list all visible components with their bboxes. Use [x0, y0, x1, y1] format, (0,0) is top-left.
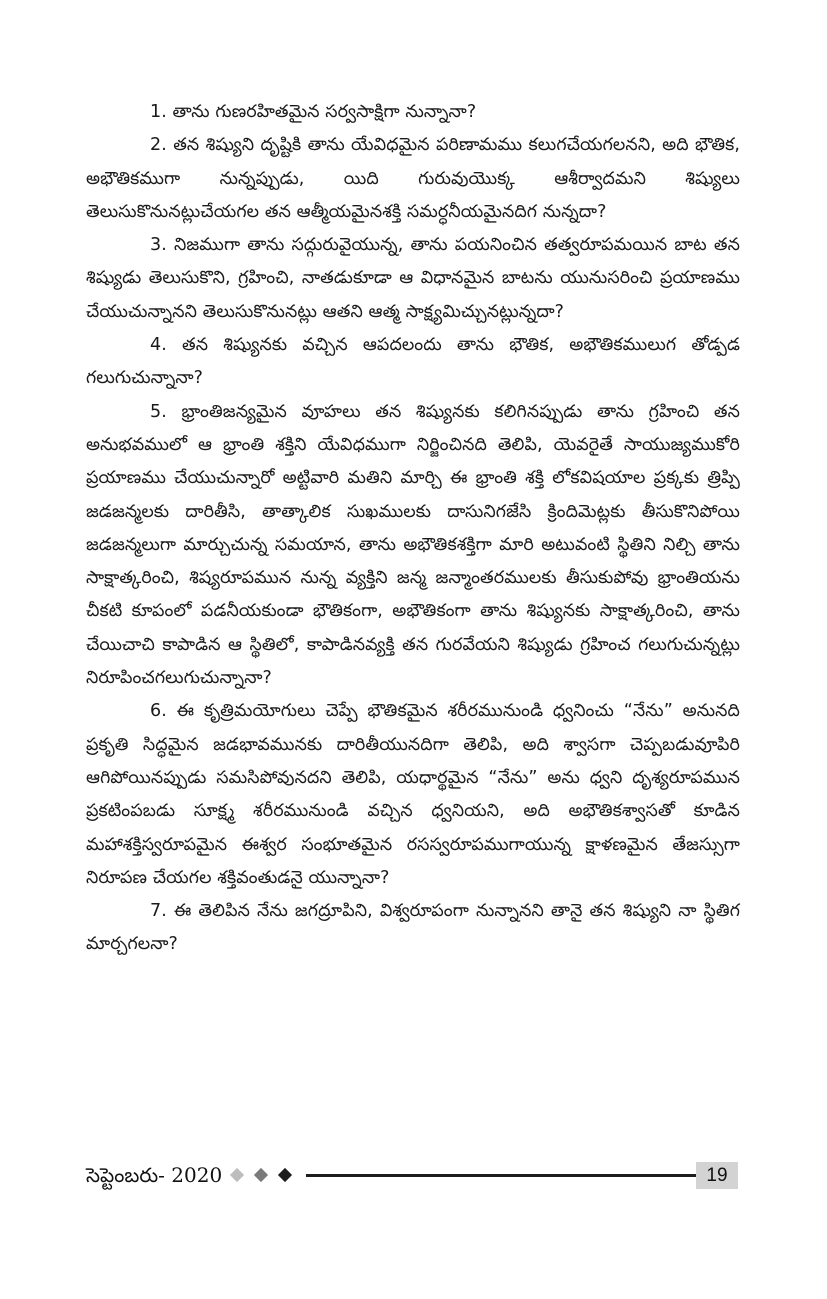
- paragraph-7: 7. ఈ తెలిపిన నేను జగద్రూపిని, విశ్వరూపంగా నున్నానని తానై తన శిష్యుని నా స్థితిగ మార్చగలనా?: [86, 901, 740, 955]
- paragraph-1: 1. తాను గుణరహితమైన సర్వసాక్షిగా నున్నానా?: [150, 102, 477, 122]
- paragraph-5: 5. భ్రాంతిజన్యమైన వూహలు తన శిష్యునకు కలిగినప్పుడు తాను గ్రహించి తన అనుభవములో ఆ భ్రాంతి శక్తిని యేవిధముగా నిర్జించినది తెలిపి, యెవరైతే సాయుజ్యముకోరి ప్రయాణము చేయుచున్నారో అట్టివారి మతిని మార్చి ఈ భ్రాంతి శక్తి లోకవిషయాల ప్రక్కకు త్రిప్పి జడజన్మలకు దారితీసి, తాత్కాలిక సుఖములకు దాసునిగజేసి క్రిందిమెట్లకు తీసుకొనిపోయి జడజన్మలుగా మార్చుచున్న సమయాన, తాను అభౌతికశక్తిగా మారి అటువంటి స్థితిని నిల్చి తాను సాక్షాత్కరించి, శిష్యరూపమున నున్న వ్యక్తిని జన్మ జన్మాంతరములకు తీసుకుపోవు భ్రాంతియను చీకటి కూపంలో పడనీయకుండా భౌతికంగా, అభౌతికంగా తాను శిష్యునకు సాక్షాత్కరించి, తాను చేయిచాచి కాపాడిన ఆ స్థితిలో, కాపాడినవ్యక్తి తన గురవేయని శిష్యుడు గ్రహించ గలుగుచున్నట్లు నిరూపించగలుగుచున్నానా?: [86, 401, 740, 689]
- footer-month-year: సెప్టెంబరు- 2020: [86, 1163, 223, 1187]
- paragraph-6: 6. ఈ కృత్రిమయోగులు చెప్పే భౌతికమైన శరీరమునుండి ధ్వనించు “నేను” అనునది ప్రకృతి సిద్ధమైన జడభావమునకు దారితీయునదిగా తెలిపి, అది శ్వాసగా చెప్పబడువూపిరి ఆగిపోయినప్పుడు సమసిపోవునదని తెలిపి, యధార్థమైన “నేను” అను ధ్వని దృశ్యరూపమున ప్రకటింపబడు సూక్ష్మ శరీరమునుండి వచ్చిన ధ్వనియని, అది అభౌతికశ్వాసతో కూడిన మహాశక్తిస్వరూపమైన ఈశ్వర సంభూతమైన రసస్వరూపముగాయున్న క్షాళణమైన తేజస్సుగా నిరూపణ చేయగల శక్తివంతుడనై యున్నానా?: [86, 701, 740, 888]
- page-number: 19: [696, 1162, 738, 1189]
- footer-divider-line: [306, 1174, 696, 1177]
- page-footer: [86, 1160, 738, 1192]
- paragraph-4: 4. తన శిష్యునకు వచ్చిన ఆపదలందు తాను భౌతిక, అభౌతికములుగ తోడ్పడ గలుగుచున్నానా?: [86, 335, 740, 389]
- page-body: [86, 96, 740, 962]
- diamond-icon-dark: [278, 1168, 292, 1182]
- paragraph-2: 2. తన శిష్యుని దృష్టికి తాను యేవిధమైన పరిణామము కలుగచేయగలనని, అది భౌతిక, అభౌతికముగా నున్నప్పుడు, యిది గురువుయొక్క ఆశీర్వాదమని శిష్యులు తెలుసుకొనునట్లుచేయగల తన ఆత్మీయమైనశక్తి సమర్ధనీయమైనదిగ నున్నదా?: [86, 135, 740, 222]
- diamond-icon-light: [230, 1168, 244, 1182]
- diamond-icon-medium: [254, 1168, 268, 1182]
- paragraph-3: 3. నిజముగా తాను సద్గురువైయున్న, తాను పయనించిన తత్వరూపమయిన బాట తన శిష్యుడు తెలుసుకొని, గ్రహించి, నాతడుకూడా ఆ విధానమైన బాటను యునుసరించి ప్రయాణము చేయుచున్నానని తెలుసుకొనునట్లు ఆతని ఆత్మ సాక్ష్యమిచ్చునట్లున్నదా?: [86, 235, 740, 322]
